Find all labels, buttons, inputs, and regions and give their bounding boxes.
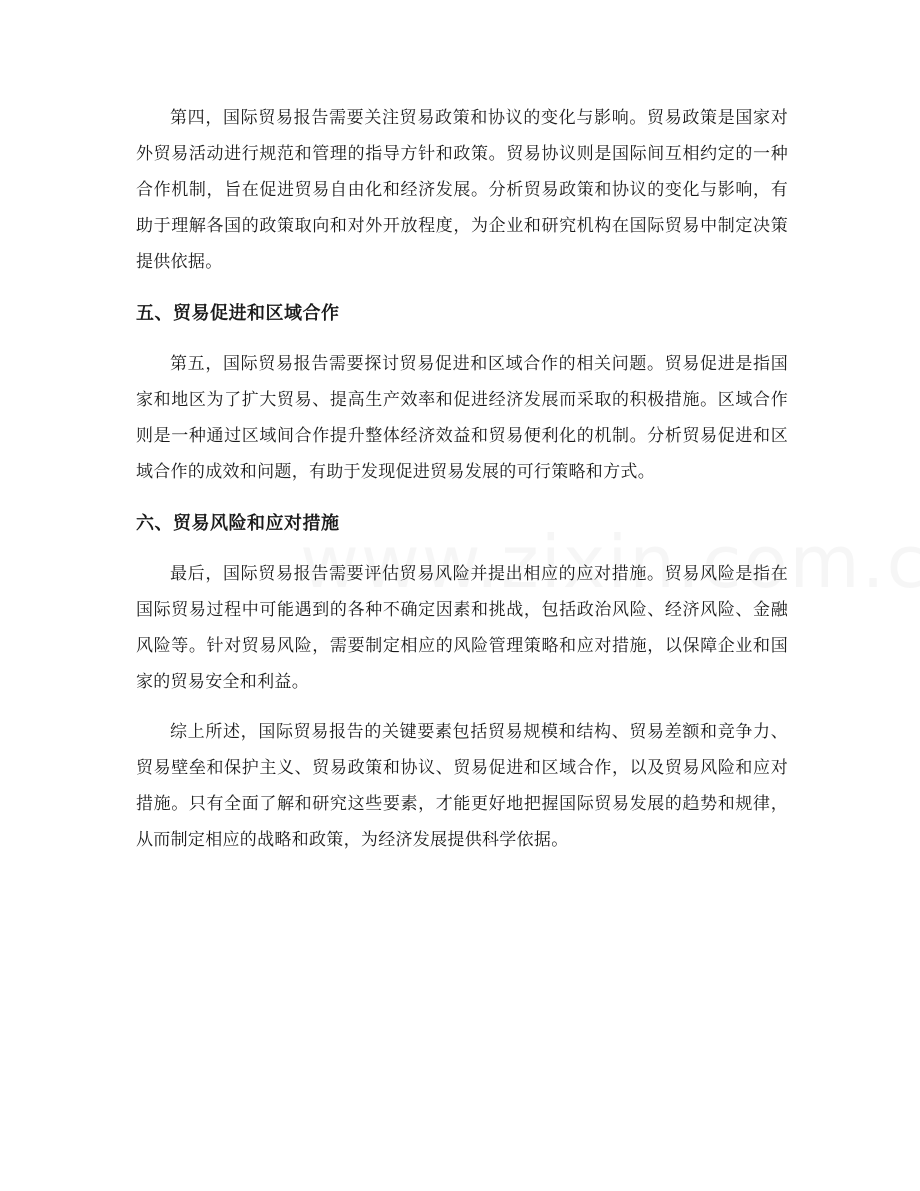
section-heading-promotion: 五、贸易促进和区域合作 bbox=[136, 303, 340, 324]
section-heading-risk: 六、贸易风险和应对措施 bbox=[136, 513, 340, 534]
paragraph-summary: 综上所述，国际贸易报告的关键要素包括贸易规模和结构、贸易差额和竞争力、贸易壁垒和保护主义、贸易政策和协议、贸易促进和区域合作，以及贸易风险和应对措施。只有全面了解和研究这些要素，才能更好地把握国际贸易发展的趋势和规律，从而制定相应的战略和政策，为经济发展提供科学依据。 bbox=[136, 722, 788, 850]
paragraph-risk: 最后，国际贸易报告需要评估贸易风险并提出相应的应对措施。贸易风险是指在国际贸易过程中可能遇到的各种不确定因素和挑战，包括政治风险、经济风险、金融风险等。针对贸易风险，需要制定相应的风险管理策略和应对措施，以保障企业和国家的贸易安全和利益。 bbox=[136, 564, 788, 692]
document-body bbox=[136, 100, 788, 858]
paragraph-policy: 第四，国际贸易报告需要关注贸易政策和协议的变化与影响。贸易政策是国家对外贸易活动进行规范和管理的指导方针和政策。贸易协议则是国际间互相约定的一种合作机制，旨在促进贸易自由化和经济发展。分析贸易政策和协议的变化与影响，有助于理解各国的政策取向和对外开放程度，为企业和研究机构在国际贸易中制定决策提供依据。 bbox=[136, 108, 788, 272]
paragraph-promotion: 第五，国际贸易报告需要探讨贸易促进和区域合作的相关问题。贸易促进是指国家和地区为了扩大贸易、提高生产效率和促进经济发展而采取的积极措施。区域合作则是一种通过区域间合作提升整体经济效益和贸易便利化的机制。分析贸易促进和区域合作的成效和问题，有助于发现促进贸易发展的可行策略和方式。 bbox=[136, 354, 788, 482]
